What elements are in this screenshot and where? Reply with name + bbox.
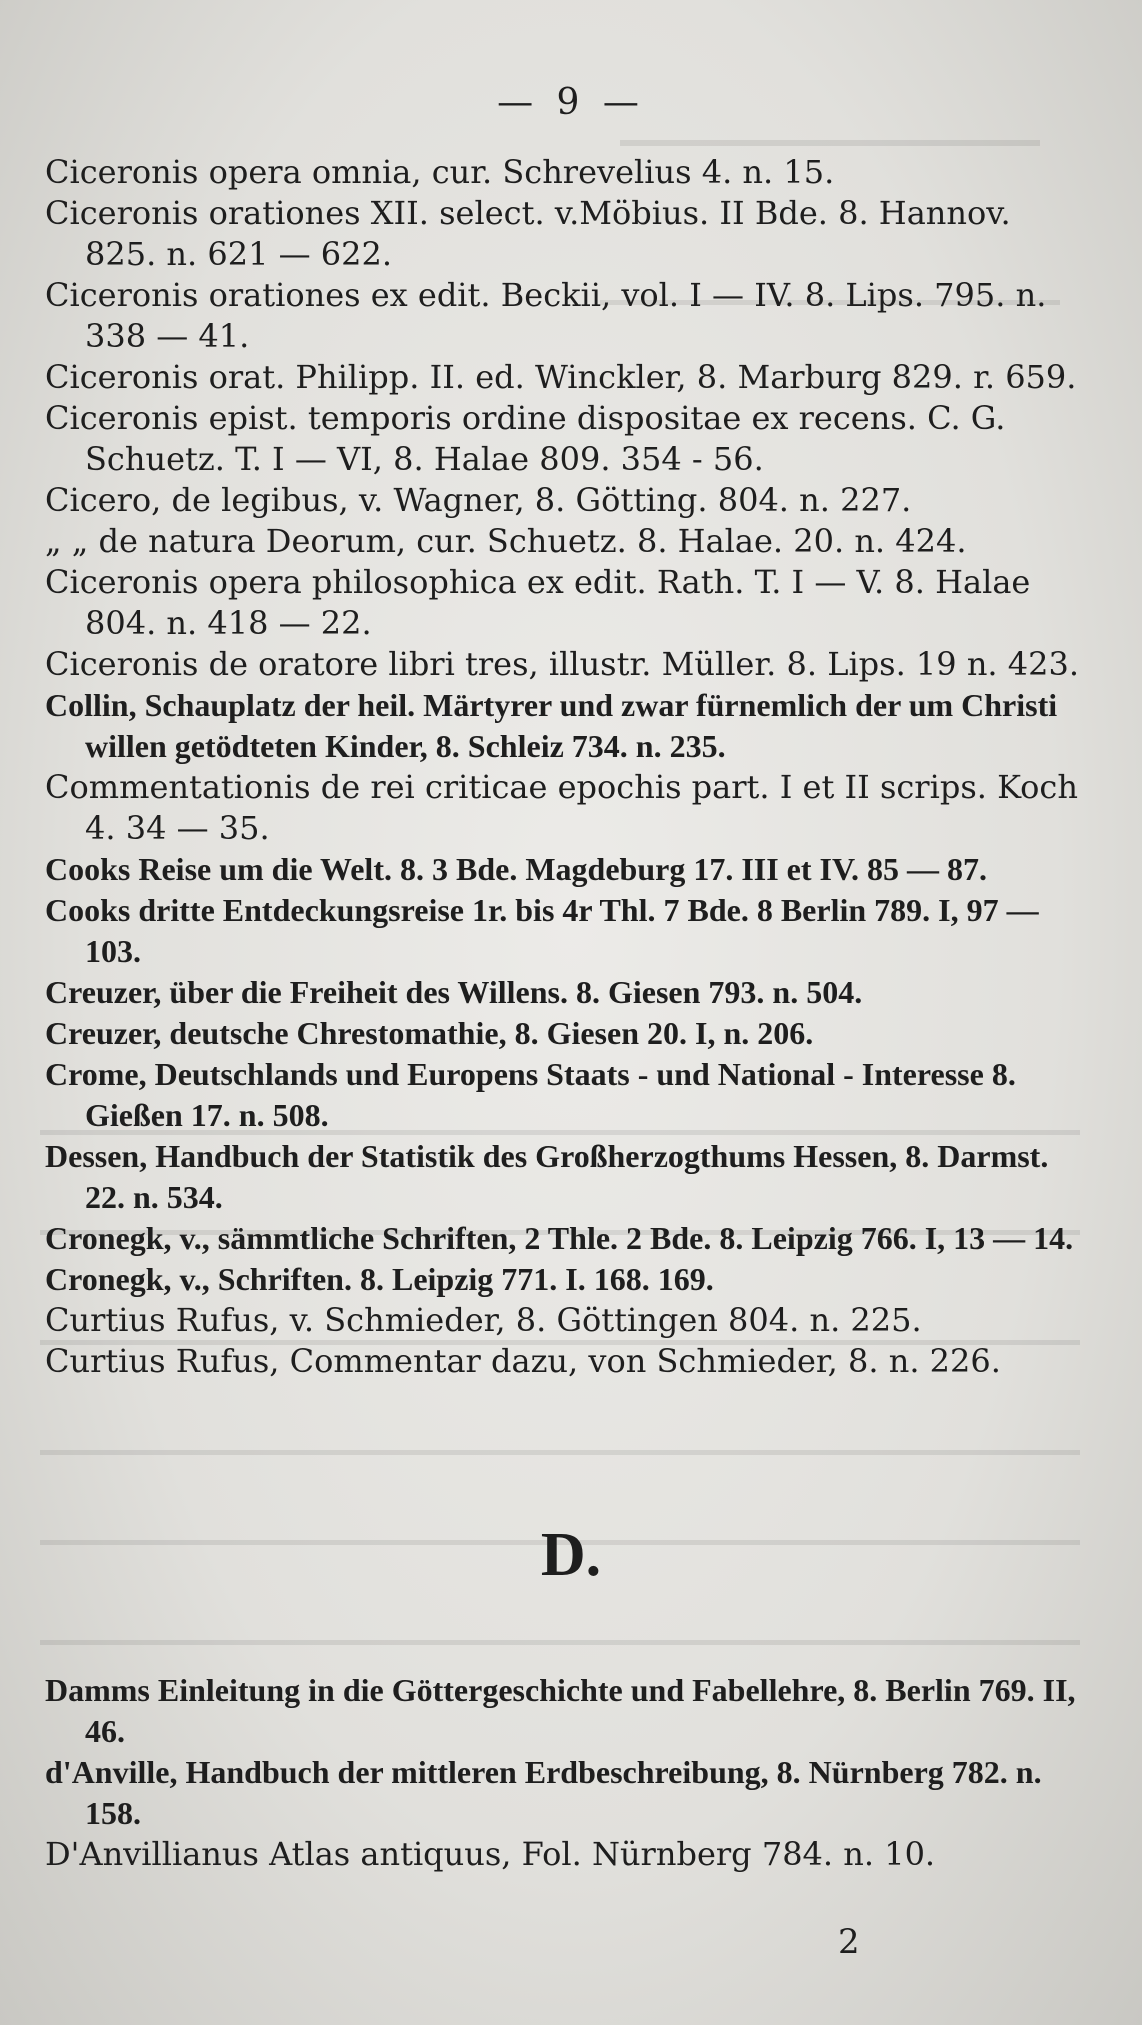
entry-de-natura-deorum: „ „ de natura Deorum, cur. Schuetz. 8. Halae. 20. n. 424.: [45, 522, 967, 560]
signature-mark: 2: [838, 1922, 860, 1962]
entry-danville-handbuch: d'Anville, Handbuch der mittleren Erdbeschreibung, 8. Nürnberg 782. n. 158.: [45, 1754, 1042, 1831]
entry-ciceronis-orat-philipp: Ciceronis orat. Philipp. II. ed. Winckler, 8. Marburg 829. r. 659.: [45, 358, 1077, 396]
entry-curtius-rufus-schmieder: Curtius Rufus, v. Schmieder, 8. Göttingen 804. n. 225.: [45, 1301, 922, 1339]
entry-cooks-dritte-entdeckungsreise: Cooks dritte Entdeckungsreise 1r. bis 4r Thl. 7 Bde. 8 Berlin 789. I, 97 — 103.: [45, 892, 1039, 969]
entries-section-d: [45, 1670, 1080, 1875]
entry-ciceronis-orationes-select: Ciceronis orationes XII. select. v.Möbius. II Bde. 8. Hannov. 825. n. 621 — 622.: [45, 194, 1011, 273]
entry-cronegk-saemmtliche-schriften: Cronegk, v., sämmtliche Schriften, 2 Thle. 2 Bde. 8. Leipzig 766. I, 13 — 14.: [45, 1220, 1074, 1256]
entry-danvillianus-atlas: D'Anvillianus Atlas antiquus, Fol. Nürnberg 784. n. 10.: [45, 1835, 936, 1873]
entry-ciceronis-de-oratore: Ciceronis de oratore libri tres, illustr. Müller. 8. Lips. 19 n. 423.: [45, 645, 1080, 683]
entry-ciceronis-opera-philosophica: Ciceronis opera philosophica ex edit. Rath. T. I — V. 8. Halae 804. n. 418 — 22.: [45, 563, 1031, 642]
entries-section-c: [45, 152, 1080, 1382]
entry-curtius-rufus-commentar: Curtius Rufus, Commentar dazu, von Schmieder, 8. n. 226.: [45, 1342, 1001, 1380]
entry-creuzer-freiheit: Creuzer, über die Freiheit des Willens. 8. Giesen 793. n. 504.: [45, 974, 863, 1010]
entry-collin-schauplatz: Collin, Schauplatz der heil. Märtyrer und zwar fürnemlich der um Christi willen getödteten Kinder, 8. Schleiz 734. n. 235.: [45, 687, 1058, 764]
entry-ciceronis-epist: Ciceronis epist. temporis ordine dispositae ex recens. C. G. Schuetz. T. I — VI, 8. Halae 809. 354 - 56.: [45, 399, 1006, 478]
entry-ciceronis-orationes-beckii: Ciceronis orationes ex edit. Beckii, vol. I — IV. 8. Lips. 795. n. 338 — 41.: [45, 276, 1047, 355]
entry-damms-einleitung: Damms Einleitung in die Göttergeschichte und Fabellehre, 8. Berlin 769. II, 46.: [45, 1672, 1076, 1749]
section-heading-d: D.: [540, 1521, 602, 1589]
entry-cicero-de-legibus: Cicero, de legibus, v. Wagner, 8. Götting. 804. n. 227.: [45, 481, 912, 519]
entry-cronegk-schriften: Cronegk, v., Schriften. 8. Leipzig 771. I. 168. 169.: [45, 1261, 714, 1297]
page-number: — 9 —: [497, 82, 645, 123]
entry-commentationis: Commentationis de rei criticae epochis part. I et II scrips. Koch 4. 34 — 35.: [45, 768, 1078, 847]
entry-crome-deutschlands: Crome, Deutschlands und Europens Staats - und National - Interesse 8. Gießen 17. n. 508.: [45, 1056, 1016, 1133]
entry-cooks-reise: Cooks Reise um die Welt. 8. 3 Bde. Magdeburg 17. III et IV. 85 — 87.: [45, 851, 987, 887]
entry-ciceronis-opera-omnia: Ciceronis opera omnia, cur. Schrevelius 4. n. 15.: [45, 153, 835, 191]
entry-creuzer-chrestomathie: Creuzer, deutsche Chrestomathie, 8. Giesen 20. I, n. 206.: [45, 1015, 814, 1051]
entry-dessen-handbuch: Dessen, Handbuch der Statistik des Großherzogthums Hessen, 8. Darmst. 22. n. 534.: [45, 1138, 1049, 1215]
